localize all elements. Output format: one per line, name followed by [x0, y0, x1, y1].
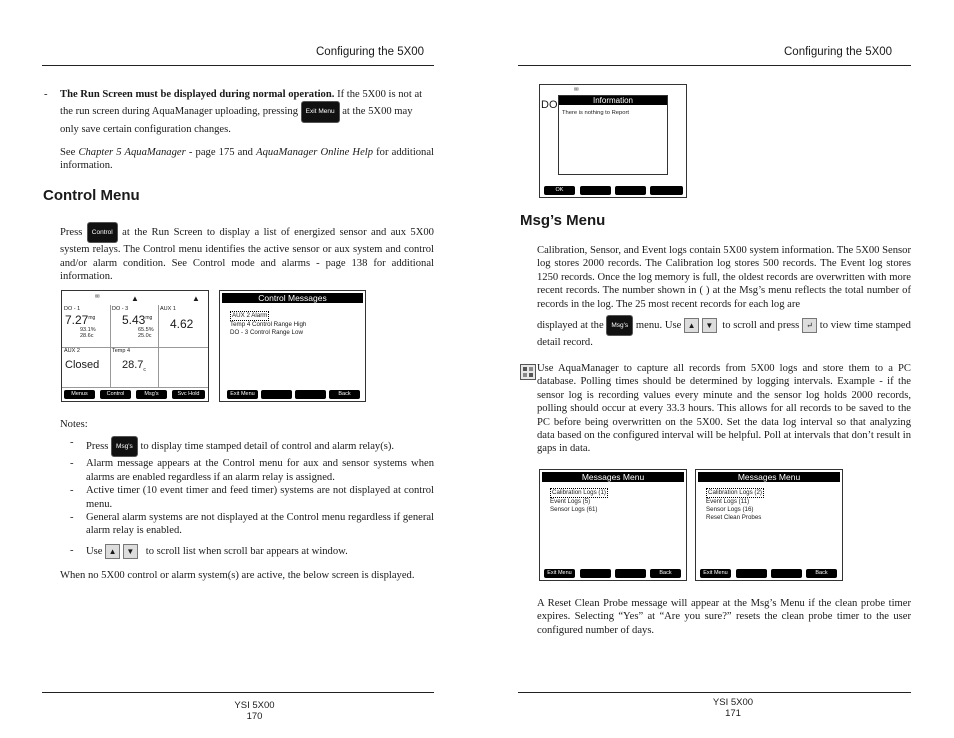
alarm-icon: ▲	[131, 294, 139, 303]
bullet-bold: The Run Screen must be displayed during normal operation.	[60, 89, 335, 100]
note1-text: Press	[86, 441, 109, 453]
reset-clean-probes-item[interactable]: Reset Clean Probes	[706, 514, 762, 521]
right-footer-rule	[518, 692, 911, 693]
alarm-icon-aux: ▲	[192, 294, 200, 303]
footer-model: YSI 5X00	[234, 700, 275, 711]
see-chapter-ref: Chapter 5 AquaManager	[78, 147, 186, 158]
cell-label: DO - 3	[112, 306, 129, 312]
run-cell-aux2	[62, 347, 111, 388]
messages-menu-screen-1	[539, 469, 687, 581]
msgs-key-icon: Msg's	[606, 315, 633, 336]
msgs-paragraph-1	[537, 244, 911, 350]
info-dialog	[558, 95, 668, 175]
para1-text-b: displayed at the	[537, 320, 604, 332]
left-footer	[42, 700, 467, 722]
msgs-key-icon: Msg's	[111, 436, 138, 457]
back-softkey[interactable]: Back	[806, 569, 837, 578]
note5-text: Use	[86, 545, 103, 557]
exit-menu-softkey[interactable]: Exit Menu	[227, 390, 258, 399]
cell-label: AUX 1	[160, 306, 176, 312]
control-menu-heading: Control Menu	[43, 187, 140, 204]
right-header-rule	[518, 65, 911, 66]
see-text-c: for additional information.	[60, 147, 435, 172]
run-cell-do1	[62, 305, 111, 348]
run-cell-aux1	[158, 305, 208, 348]
right-page-header: Configuring the 5X00	[784, 46, 893, 58]
blank-softkey[interactable]	[736, 569, 767, 578]
run-cell-do3	[110, 305, 159, 348]
see-help-ref: AquaManager Online Help	[256, 147, 374, 158]
mail-icon: ✉	[574, 87, 579, 93]
run-screen-display	[61, 290, 209, 402]
control-key-icon: Control	[87, 222, 118, 243]
tip-icon	[520, 364, 536, 380]
exit-menu-softkey[interactable]: Exit Menu	[700, 569, 731, 578]
info-dialog-text: There is nothing to Report	[562, 110, 630, 116]
up-arrow-icon: ▲	[684, 318, 699, 333]
event-logs-item[interactable]: Event Logs (5)	[550, 498, 591, 505]
cell-value: 7.27	[65, 313, 89, 327]
notes-label: Notes:	[60, 419, 88, 430]
back-softkey[interactable]: Back	[650, 569, 681, 578]
svc-hold-softkey[interactable]: Svc Hold	[172, 390, 205, 399]
blank-softkey[interactable]	[615, 186, 646, 195]
mail-icon: ✉	[95, 294, 100, 300]
blank-softkey[interactable]	[261, 390, 292, 399]
cell-sub2: 28.6c	[80, 333, 94, 339]
info-bg-label: DO	[541, 99, 558, 111]
bullet-text-b: at the 5X00 may only save certain configuration changes.	[60, 106, 413, 135]
blank-softkey[interactable]	[295, 390, 326, 399]
cell-value: Closed	[65, 359, 100, 371]
para1-text: Calibration, Sensor, and Event logs contain 5X00 system information. The 5X00 Sensor log stores 2000 records. The Calibration log stores 500 records. The Event log stores 1250 records. Once the log memory is full, the oldest records are overwritten with more recent records. The number shown in ( ) at the Msg’s menu reflects the total number of records in the log. The 25 most recent records for each log are	[537, 245, 911, 310]
messages-menu-title: Messages Menu	[698, 472, 840, 482]
cell-unit: mg	[145, 315, 153, 321]
footer-model: YSI 5X00	[712, 697, 754, 708]
control-line[interactable]: DO - 3 Control Range Low	[230, 329, 303, 336]
ok-softkey[interactable]: OK	[544, 186, 575, 195]
exit-menu-softkey[interactable]: Exit Menu	[544, 569, 575, 578]
cell-label: AUX 2	[64, 348, 80, 354]
left-page-header: Configuring the 5X00	[316, 46, 425, 58]
cell-value: 28.7	[122, 359, 144, 371]
down-arrow-icon: ▼	[123, 544, 138, 559]
cell-unit: c	[143, 367, 146, 374]
para1-text-c: menu. Use	[635, 320, 682, 332]
messages-menu-screen-2	[695, 469, 843, 581]
note2: - Alarm message appears at the Control menu for aux and sensor systems when alarms are enabled regardless if an alarm relay is assigned.	[60, 457, 434, 484]
right-footer	[518, 697, 948, 719]
event-logs-item[interactable]: Event Logs (11)	[706, 498, 750, 505]
control-press-paragraph	[60, 222, 434, 284]
left-footer-rule	[42, 692, 434, 693]
control-messages-screen	[219, 290, 366, 402]
cell-value: 5.43	[122, 313, 146, 327]
left-bullet-run-screen	[60, 88, 434, 136]
cell-unit: mg	[88, 315, 96, 321]
up-arrow-icon: ▲	[105, 544, 120, 559]
control-line[interactable]: Temp 4 Control Range High	[230, 321, 307, 328]
menus-softkey[interactable]: Menus	[64, 390, 95, 399]
sensor-logs-item[interactable]: Sensor Logs (61)	[550, 506, 598, 513]
blank-softkey[interactable]	[771, 569, 802, 578]
msgs-menu-heading: Msg’s Menu	[520, 212, 606, 229]
cell-value: 4.62	[170, 317, 194, 331]
information-screen	[539, 84, 687, 198]
blank-softkey[interactable]	[650, 186, 683, 195]
para1-text-d: to scroll and press	[722, 320, 800, 332]
bullet-text-a: If the 5X00 is not at the run screen during AquaManager uploading, pressing	[60, 89, 423, 118]
exit-menu-key-icon: Exit Menu	[301, 101, 340, 122]
calibration-logs-item[interactable]: Calibration Logs (1)	[552, 489, 606, 496]
down-arrow-icon: ▼	[702, 318, 717, 333]
blank-softkey[interactable]	[615, 569, 646, 578]
blank-softkey[interactable]	[580, 186, 611, 195]
cell-label: DO - 1	[64, 306, 81, 312]
press-text: Press	[60, 227, 83, 239]
cell-sub2: 25.0c	[138, 333, 152, 339]
note4: - General alarm systems are not displayed at the Control menu regardless if general alarm relay is enabled.	[60, 511, 434, 538]
footer-page-number: 171	[725, 708, 741, 719]
msgs-softkey[interactable]: Msg's	[136, 390, 167, 399]
control-softkey[interactable]: Control	[100, 390, 131, 399]
back-softkey[interactable]: Back	[329, 390, 360, 399]
run-cell-empty	[158, 347, 208, 388]
blank-softkey[interactable]	[580, 569, 611, 578]
press-text-b: at the Run Screen to display a list of energized sensor and aux 5X00 system relays. The Control menu identifies the active sensor or aux system and control and/or alarm condition. See Control mode and alarms - page 138 for additional information.	[60, 227, 434, 283]
msgs-paragraph-3: A Reset Clean Probe message will appear at the Msg’s Menu if the clean probe timer expires. Selecting “Yes” at “Are you sure?” resets the clean probe timer to the user configured number of days.	[537, 598, 911, 636]
para1-text-e: to view time stamped detail record.	[537, 320, 911, 349]
cell-label: Temp 4	[112, 348, 131, 354]
control-messages-title: Control Messages	[222, 293, 363, 303]
calibration-logs-item[interactable]: Calibration Logs (2)	[708, 489, 762, 496]
left-see-paragraph	[60, 146, 434, 173]
cell-sub1: 93.1%	[80, 327, 96, 333]
closing-paragraph: When no 5X00 control or alarm system(s) are active, the below screen is displayed.	[60, 570, 415, 581]
left-header-rule	[42, 65, 434, 66]
messages-menu-title: Messages Menu	[542, 472, 684, 482]
msgs-paragraph-2: Use AquaManager to capture all records from 5X00 logs and store them to a PC database. Polling times should be determined by logging intervals. Example - if the sensor log is recording values every minute and the sensor log holds 2000 records, polling should occur at every 33.3 hours. This allows for all records to be saved to the PC before being overwritten on the 5X00. Set the data log interval so that analyzing data based on the configured interval will be helpful. Poll at intervals that don’t result in gaps in data.	[537, 363, 911, 455]
sensor-logs-item[interactable]: Sensor Logs (16)	[706, 506, 754, 513]
control-line-selected[interactable]: AUX 2 Alarm	[232, 312, 268, 319]
see-text-b: - page 175 and	[188, 147, 253, 158]
run-cell-temp4	[110, 347, 159, 388]
see-text: See	[60, 147, 76, 158]
footer-page-number: 170	[246, 711, 263, 722]
note1-text-b: to display time stamped detail of control and alarm relay(s).	[140, 441, 395, 453]
cell-sub1: 65.5%	[138, 327, 154, 333]
info-dialog-title: Information	[559, 96, 667, 105]
enter-key-icon: ↵	[802, 318, 817, 333]
notes-list	[60, 436, 434, 559]
note3: - Active timer (10 event timer and feed timer) systems are not displayed at control menu.	[60, 484, 434, 511]
note5-text-b: to scroll list when scroll bar appears at window.	[145, 545, 348, 557]
